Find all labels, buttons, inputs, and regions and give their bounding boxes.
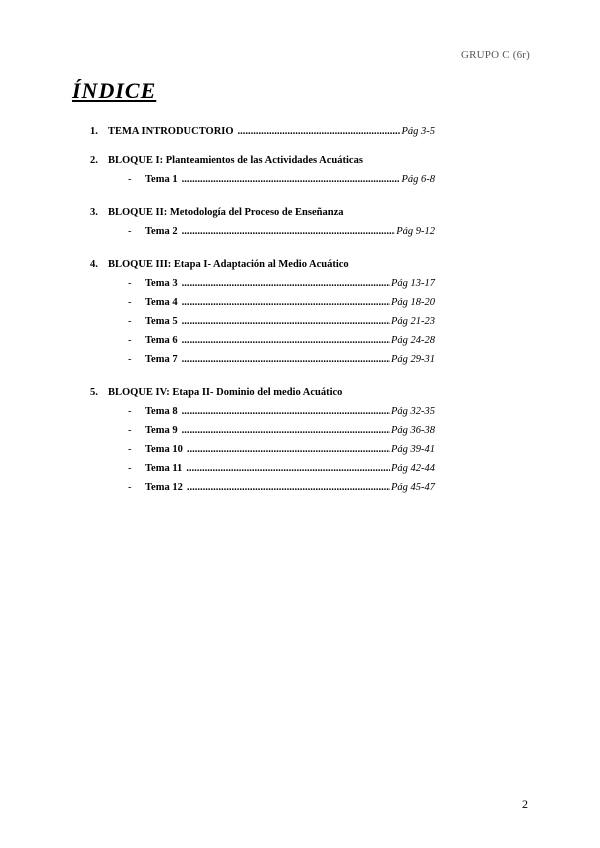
toc-section-heading (90, 155, 435, 170)
section-number: 3. (90, 207, 98, 218)
toc-entry (90, 482, 435, 501)
entry-label: Tema 2 (145, 226, 178, 237)
list-dash: - (128, 278, 132, 289)
entry-page-range: Pág 42-44 (390, 463, 435, 474)
entry-page-range: Pág 29-31 (390, 354, 435, 365)
page-number: 2 (522, 797, 528, 811)
entry-page-range: Pág 18-20 (390, 297, 435, 308)
dot-leader (182, 174, 401, 185)
toc-section (90, 126, 435, 141)
toc-entry (90, 425, 435, 444)
entry-page-range: Pág 36-38 (390, 425, 435, 436)
toc-entry (90, 278, 435, 297)
entry-page-range: Pág 24-28 (390, 335, 435, 346)
section-title: BLOQUE III: Etapa I- Adaptación al Medio Acuático (108, 259, 349, 270)
page-header: GRUPO C (6r) (460, 49, 530, 61)
section-title: TEMA INTRODUCTORIO (108, 126, 234, 137)
section-title: BLOQUE IV: Etapa II- Dominio del medio Acuático (108, 387, 343, 398)
entry-label: Tema 12 (145, 482, 183, 493)
toc-section (90, 387, 435, 501)
toc-entry (90, 174, 435, 193)
list-dash: - (128, 335, 132, 346)
entry-page-range: Pág 13-17 (390, 278, 435, 289)
entry-label: Tema 5 (145, 316, 178, 327)
toc-entry (90, 444, 435, 463)
toc-entry (90, 316, 435, 335)
dot-leader (182, 425, 390, 436)
toc-section (90, 155, 435, 193)
index-title: ÍNDICE (72, 78, 157, 103)
toc-entry (90, 297, 435, 316)
list-dash: - (128, 406, 132, 417)
list-dash: - (128, 354, 132, 365)
section-number: 2. (90, 155, 98, 166)
list-dash: - (128, 316, 132, 327)
toc-entry (90, 406, 435, 425)
section-number: 4. (90, 259, 98, 270)
entry-label: Tema 10 (145, 444, 183, 455)
dot-leader (182, 278, 390, 289)
section-title: BLOQUE II: Metodología del Proceso de Enseñanza (108, 207, 344, 218)
dot-leader (187, 482, 390, 493)
toc-section-heading (90, 126, 435, 141)
dot-leader (182, 406, 390, 417)
dot-leader (182, 335, 390, 346)
toc-entry (90, 335, 435, 354)
section-number: 5. (90, 387, 98, 398)
toc-entry (90, 226, 435, 245)
entry-label: Tema 1 (145, 174, 178, 185)
entry-label: Tema 4 (145, 297, 178, 308)
dot-leader (186, 463, 390, 474)
entry-label: Tema 11 (145, 463, 183, 474)
dot-leader (187, 444, 390, 455)
section-number: 1. (90, 126, 98, 137)
section-title: BLOQUE I: Planteamientos de las Actividades Acuáticas (108, 155, 363, 166)
list-dash: - (128, 463, 132, 474)
entry-page-range: Pág 45-47 (390, 482, 435, 493)
list-dash: - (128, 226, 132, 237)
toc-entry (90, 463, 435, 482)
toc-section-heading (90, 259, 435, 274)
list-dash: - (128, 425, 132, 436)
toc-section (90, 207, 435, 245)
section-page-range: Pág 3-5 (401, 126, 435, 137)
toc-section-heading (90, 207, 435, 222)
list-dash: - (128, 482, 132, 493)
toc-section-heading (90, 387, 435, 402)
table-of-contents (90, 126, 435, 515)
entry-label: Tema 7 (145, 354, 178, 365)
dot-leader (182, 297, 390, 308)
dot-leader (182, 316, 390, 327)
list-dash: - (128, 444, 132, 455)
entry-page-range: Pág 9-12 (396, 226, 435, 237)
entry-label: Tema 9 (145, 425, 178, 436)
dot-leader (182, 226, 396, 237)
entry-label: Tema 8 (145, 406, 178, 417)
entry-page-range: Pág 39-41 (390, 444, 435, 455)
list-dash: - (128, 297, 132, 308)
entry-page-range: Pág 6-8 (401, 174, 435, 185)
dot-leader (182, 354, 390, 365)
toc-entry (90, 354, 435, 373)
entry-label: Tema 3 (145, 278, 178, 289)
dot-leader (238, 126, 401, 137)
entry-page-range: Pág 21-23 (390, 316, 435, 327)
toc-section (90, 259, 435, 373)
list-dash: - (128, 174, 132, 185)
entry-page-range: Pág 32-35 (390, 406, 435, 417)
entry-label: Tema 6 (145, 335, 178, 346)
